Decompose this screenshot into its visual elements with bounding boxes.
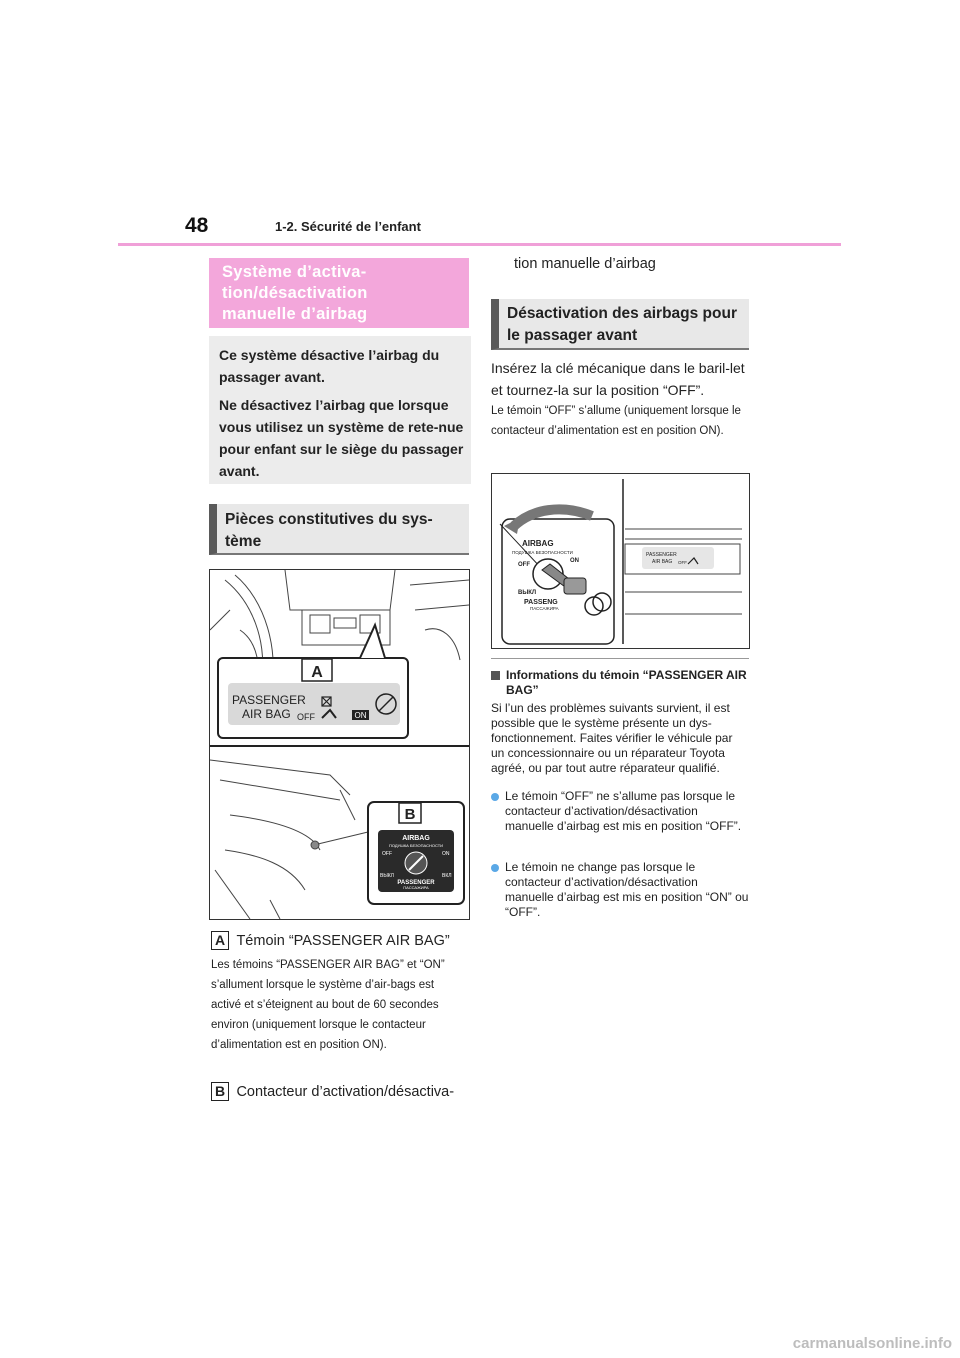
bullet-item-1 <box>491 789 749 834</box>
svg-text:ПОДУШКА БЕЗОПАСНОСТИ: ПОДУШКА БЕЗОПАСНОСТИ <box>512 550 573 555</box>
indicator-on: ON <box>354 711 367 720</box>
item-b-label: B <box>211 1082 229 1101</box>
parts-heading-box <box>209 504 469 555</box>
svg-text:AIR BAG: AIR BAG <box>652 559 673 565</box>
svg-text:ПОДУШКА БЕЗОПАСНОСТИ: ПОДУШКА БЕЗОПАСНОСТИ <box>388 843 444 848</box>
svg-text:ON: ON <box>570 558 579 564</box>
svg-text:OFF: OFF <box>678 560 687 565</box>
svg-text:PASSENGER: PASSENGER <box>397 880 435 886</box>
item-a-title: Témoin “PASSENGER AIR BAG” <box>236 933 450 949</box>
svg-text:ВЫКЛ: ВЫКЛ <box>518 590 537 596</box>
svg-text:ПАССАЖИРА: ПАССАЖИРА <box>530 606 559 611</box>
item-a <box>211 931 450 950</box>
svg-text:OFF: OFF <box>518 562 530 568</box>
item-a-label: A <box>211 931 229 950</box>
section-title: 1-2. Sécurité de l’enfant <box>275 219 421 234</box>
svg-text:PASSENGER: PASSENGER <box>646 552 677 558</box>
indicator-off: OFF <box>297 712 315 722</box>
svg-text:OFF: OFF <box>382 851 392 857</box>
intro-paragraph-2: Ne désactivez l’airbag que lorsque vous utilisez un système de rete-nue pour enfant sur le siège du passager avant. <box>219 397 464 479</box>
key-switch-figure <box>491 473 750 649</box>
svg-text:ПАССАЖИРА: ПАССАЖИРА <box>403 885 429 890</box>
info-title: Informations du témoin “PASSENGER AIR BAG” <box>506 668 747 697</box>
square-bullet-icon <box>491 671 500 680</box>
intro-paragraph-1: Ce système désactive l’airbag du passager avant. <box>219 347 440 385</box>
pink-title: Système d’activa- tion/désactivation manuelle d’airbag <box>222 263 368 323</box>
svg-text:ON: ON <box>442 851 450 857</box>
dashboard-illustration <box>210 570 469 919</box>
bullet-icon <box>491 793 499 801</box>
figure-label-b: B <box>404 806 416 823</box>
svg-text:ВЫКЛ: ВЫКЛ <box>380 873 394 879</box>
svg-text:PASSENG: PASSENG <box>524 599 558 606</box>
header-divider <box>118 243 841 246</box>
indicator-passenger: PASSENGER <box>232 693 306 707</box>
watermark: carmanualsonline.info <box>792 1335 952 1352</box>
bullet-item-2 <box>491 860 749 920</box>
deactivation-heading-box <box>491 299 749 350</box>
indicator-airbag: AIR BAG <box>242 707 291 721</box>
key-switch-illustration <box>492 474 749 648</box>
info-text: Si l’un des problèmes suivants survient, il est possible que le système présente un dys-fonctionnement. Faites vérifier le véhicule par un concessionnaire ou un réparateur Toyota agréé, ou par tout autre réparateur qualifié. <box>491 701 733 775</box>
item-b-title: Contacteur d’activation/désactiva- <box>236 1084 455 1100</box>
svg-text:AIRBAG: AIRBAG <box>522 539 554 548</box>
key-head-icon <box>564 578 586 594</box>
svg-text:AIRBAG: AIRBAG <box>402 835 430 842</box>
parts-figure <box>209 569 470 920</box>
bullet-icon <box>491 864 499 872</box>
item-b <box>211 1082 454 1101</box>
intro-text <box>219 344 467 488</box>
instruction-text: Insérez la clé mécanique dans le baril-let et tournez-la sur la position “OFF”. <box>491 360 745 398</box>
deactivation-heading: Désactivation des airbags pour le passager avant <box>507 305 737 344</box>
info-divider <box>491 658 749 659</box>
parts-heading: Pièces constitutives du sys- tème <box>225 511 433 550</box>
page-number: 48 <box>185 214 209 237</box>
bullet-text-1: Le témoin “OFF” ne s’allume pas lorsque le contacteur d’activation/désactivation manuelle d’airbag est mis en position “OFF”. <box>505 789 742 833</box>
figure-label-a: A <box>311 664 323 681</box>
info-title-row <box>491 668 749 698</box>
svg-text:ВКЛ: ВКЛ <box>442 873 452 879</box>
item-a-description: Les témoins “PASSENGER AIR BAG” et “ON” s’allument lorsque le système d’air-bags est activé et s’éteignent au bout de 60 secondes environ (uniquement lorsque le contacteur d’alimentation est en position ON). <box>211 959 445 1051</box>
instruction-note: Le témoin “OFF” s’allume (uniquement lorsque le contacteur d’alimentation est en position ON). <box>491 405 741 437</box>
bullet-text-2: Le témoin ne change pas lorsque le contacteur d’activation/désactivation manuelle d’airbag est mis en position “ON” ou “OFF”. <box>505 860 749 919</box>
item-b-continued: tion manuelle d’airbag <box>514 256 656 272</box>
